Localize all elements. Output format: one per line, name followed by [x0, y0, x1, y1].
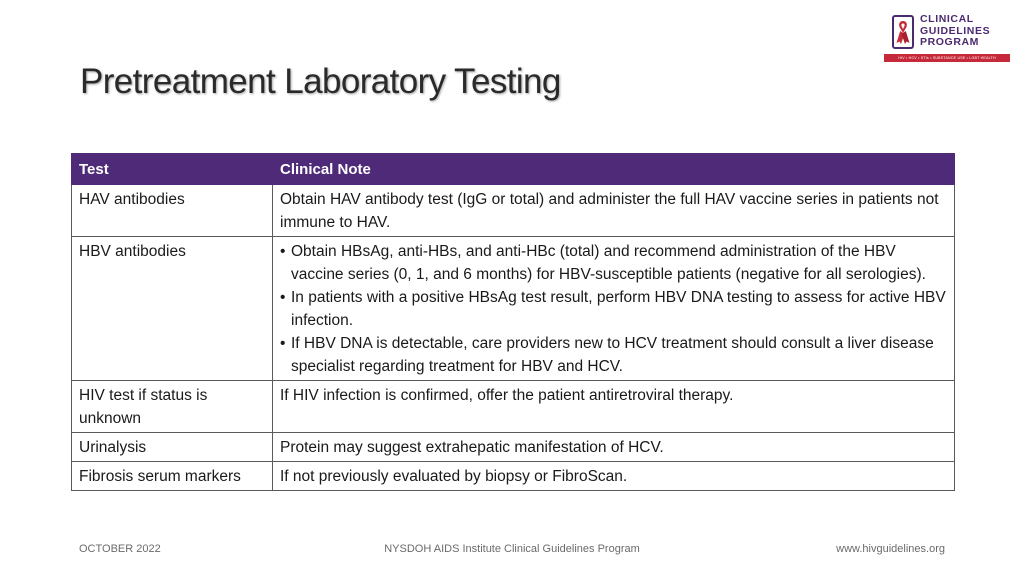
note-cell: Protein may suggest extrahepatic manifestation of HCV.: [273, 433, 955, 462]
logo-wordmark: [920, 14, 990, 49]
header-clinical-note: Clinical Note: [273, 154, 955, 185]
table-row: [72, 433, 955, 462]
header-test: Test: [72, 154, 273, 185]
table-row: [72, 381, 955, 433]
logo-line-2: GUIDELINES: [920, 24, 991, 37]
note-bullet: • In patients with a positive HBsAg test result, perform HBV DNA testing to assess for active HBV infection.: [280, 286, 947, 332]
table-row: [72, 185, 955, 237]
table-row: [72, 462, 955, 491]
note-bullet-list: [280, 240, 947, 378]
note-cell: [273, 237, 955, 381]
clinical-guidelines-logo: [884, 12, 1010, 64]
red-ribbon-icon: [895, 19, 911, 45]
logo-line-3: PROGRAM: [920, 36, 980, 48]
note-bullet: • If HBV DNA is detectable, care providers new to HCV treatment should consult a liver disease specialist regarding treatment for HBV and HCV.: [280, 332, 947, 378]
note-cell: If HIV infection is confirmed, offer the patient antiretroviral therapy.: [273, 381, 955, 433]
test-cell: Fibrosis serum markers: [72, 462, 273, 491]
table-header-row: [72, 154, 955, 185]
test-cell: Urinalysis: [72, 433, 273, 462]
footer-date: OCTOBER 2022: [79, 543, 161, 555]
note-cell: If not previously evaluated by biopsy or FibroScan.: [273, 462, 955, 491]
table-row: [72, 237, 955, 381]
test-cell: HIV test if status is unknown: [72, 381, 273, 433]
footer-url: www.hivguidelines.org: [836, 543, 945, 555]
note-bullet: • Obtain HBsAg, anti-HBs, and anti-HBc (total) and recommend administration of the HBV vaccine series (0, 1, and 6 months) for HBV-susceptible patients (negative for all serologies).: [280, 240, 947, 286]
test-cell: HBV antibodies: [72, 237, 273, 381]
logo-tagline: HIV • HCV • STIs • SUBSTANCE USE • LGBT HEALTH: [884, 54, 1010, 62]
footer-organization: NYSDOH AIDS Institute Clinical Guidelines Program: [384, 543, 640, 555]
test-cell: HAV antibodies: [72, 185, 273, 237]
logo-frame: [892, 15, 914, 49]
note-cell: Obtain HAV antibody test (IgG or total) and administer the full HAV vaccine series in patients not immune to HAV.: [273, 185, 955, 237]
lab-testing-table: [71, 153, 955, 491]
slide-title: Pretreatment Laboratory Testing: [80, 62, 561, 101]
logo-line-1: CLINICAL: [920, 13, 974, 25]
